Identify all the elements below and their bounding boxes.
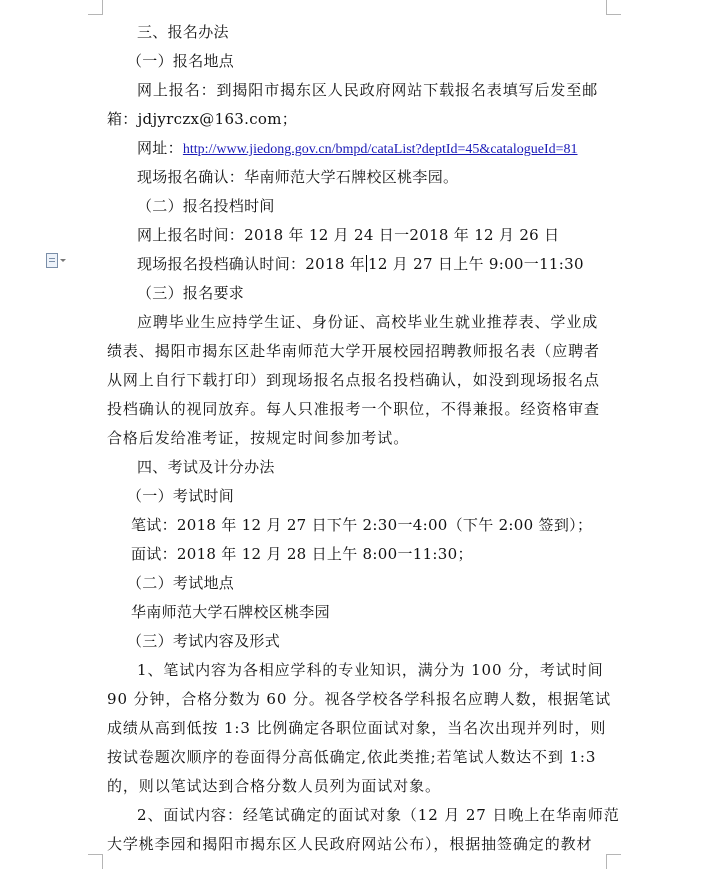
subheading-exam-content: （三）考试内容及形式	[127, 632, 281, 650]
subheading-registration-time: （二）报名投档时间	[137, 197, 275, 215]
heading-section-4: 四、考试及计分办法	[137, 458, 275, 476]
email-line: 箱：jdjyrczx@163.com；	[107, 110, 298, 128]
onsite-confirm-line: 现场报名确认：华南师范大学石牌校区桃李园。	[137, 168, 459, 186]
registration-url-link[interactable]: http://www.jiedong.gov.cn/bmpd/cataList?deptId=45&catalogueId=81	[182, 142, 578, 157]
onsite-time-part-a: 现场报名投档确认时间：2018 年	[137, 255, 366, 273]
requirement-line-3: 从网上自行下载打印）到现场报名点报名投档确认，如没到现场报名点	[107, 371, 600, 389]
interview-time-line: 面试：2018 年 12 月 28 日上午 8:00一11:30；	[131, 545, 473, 563]
crop-mark-bottom-right	[606, 854, 621, 869]
requirement-line-1: 应聘毕业生应持学生证、身份证、高校毕业生就业推荐表、学业成	[137, 313, 599, 331]
online-time-line: 网上报名时间：2018 年 12 月 24 日一2018 年 12 月 26 日	[137, 226, 560, 244]
text-cursor	[366, 255, 367, 272]
content-1-line-4: 按试卷题次顺序的卷面得分高低确定,依此类推;若笔试人数达不到 1:3	[107, 748, 597, 766]
onsite-time-part-b: 12 月 27 日上午 9:00一11:30	[368, 255, 584, 273]
content-1-line-1: 1、笔试内容为各相应学科的专业知识，满分为 100 分，考试时间	[137, 661, 604, 679]
url-line	[137, 138, 578, 160]
heading-section-3: 三、报名办法	[137, 23, 229, 41]
crop-mark-top-left	[88, 0, 103, 15]
content-1-line-2: 90 分钟，合格分数为 60 分。视各学校各学科报名应聘人数，根据笔试	[107, 690, 611, 708]
subheading-exam-time: （一）考试时间	[127, 487, 235, 505]
requirement-line-5: 合格后发给准考证，按规定时间参加考试。	[107, 429, 410, 447]
content-1-line-3: 成绩从高到低按 1:3 比例确定各职位面试对象，当名次出现并列时，则	[107, 719, 607, 737]
paste-options-icon[interactable]	[46, 252, 72, 268]
requirement-line-4: 投档确认的视同放弃。每人只准报考一个职位，不得兼报。经资格审查	[107, 400, 600, 418]
online-registration-line: 网上报名：到揭阳市揭东区人民政府网站下载报名表填写后发至邮	[137, 81, 599, 99]
written-exam-time-line: 笔试：2018 年 12 月 27 日下午 2:30一4:00（下午 2:00 签到）；	[131, 516, 593, 534]
content-2-line-1: 2、面试内容：经笔试确定的面试对象（12 月 27 日晚上在华南师范	[137, 806, 620, 824]
url-label: 网址：	[137, 139, 183, 157]
crop-mark-bottom-left	[88, 854, 103, 869]
dropdown-caret-icon	[60, 259, 66, 262]
content-2-line-2: 大学桃李园和揭阳市揭东区人民政府网站公布），根据抽签确定的教材	[107, 835, 593, 853]
onsite-time-line	[137, 254, 584, 274]
document-sheet-icon	[46, 253, 58, 268]
content-1-line-5: 的，则以笔试达到合格分数人员列为面试对象。	[107, 777, 441, 795]
exam-place-line: 华南师范大学石牌校区桃李园	[131, 603, 330, 621]
subheading-requirements: （三）报名要求	[137, 284, 245, 302]
subheading-exam-place: （二）考试地点	[127, 574, 235, 592]
subheading-registration-place: （一）报名地点	[127, 52, 235, 70]
crop-mark-top-right	[606, 0, 621, 15]
requirement-line-2: 绩表、揭阳市揭东区赴华南师范大学开展校园招聘教师报名表（应聘者	[107, 342, 600, 360]
